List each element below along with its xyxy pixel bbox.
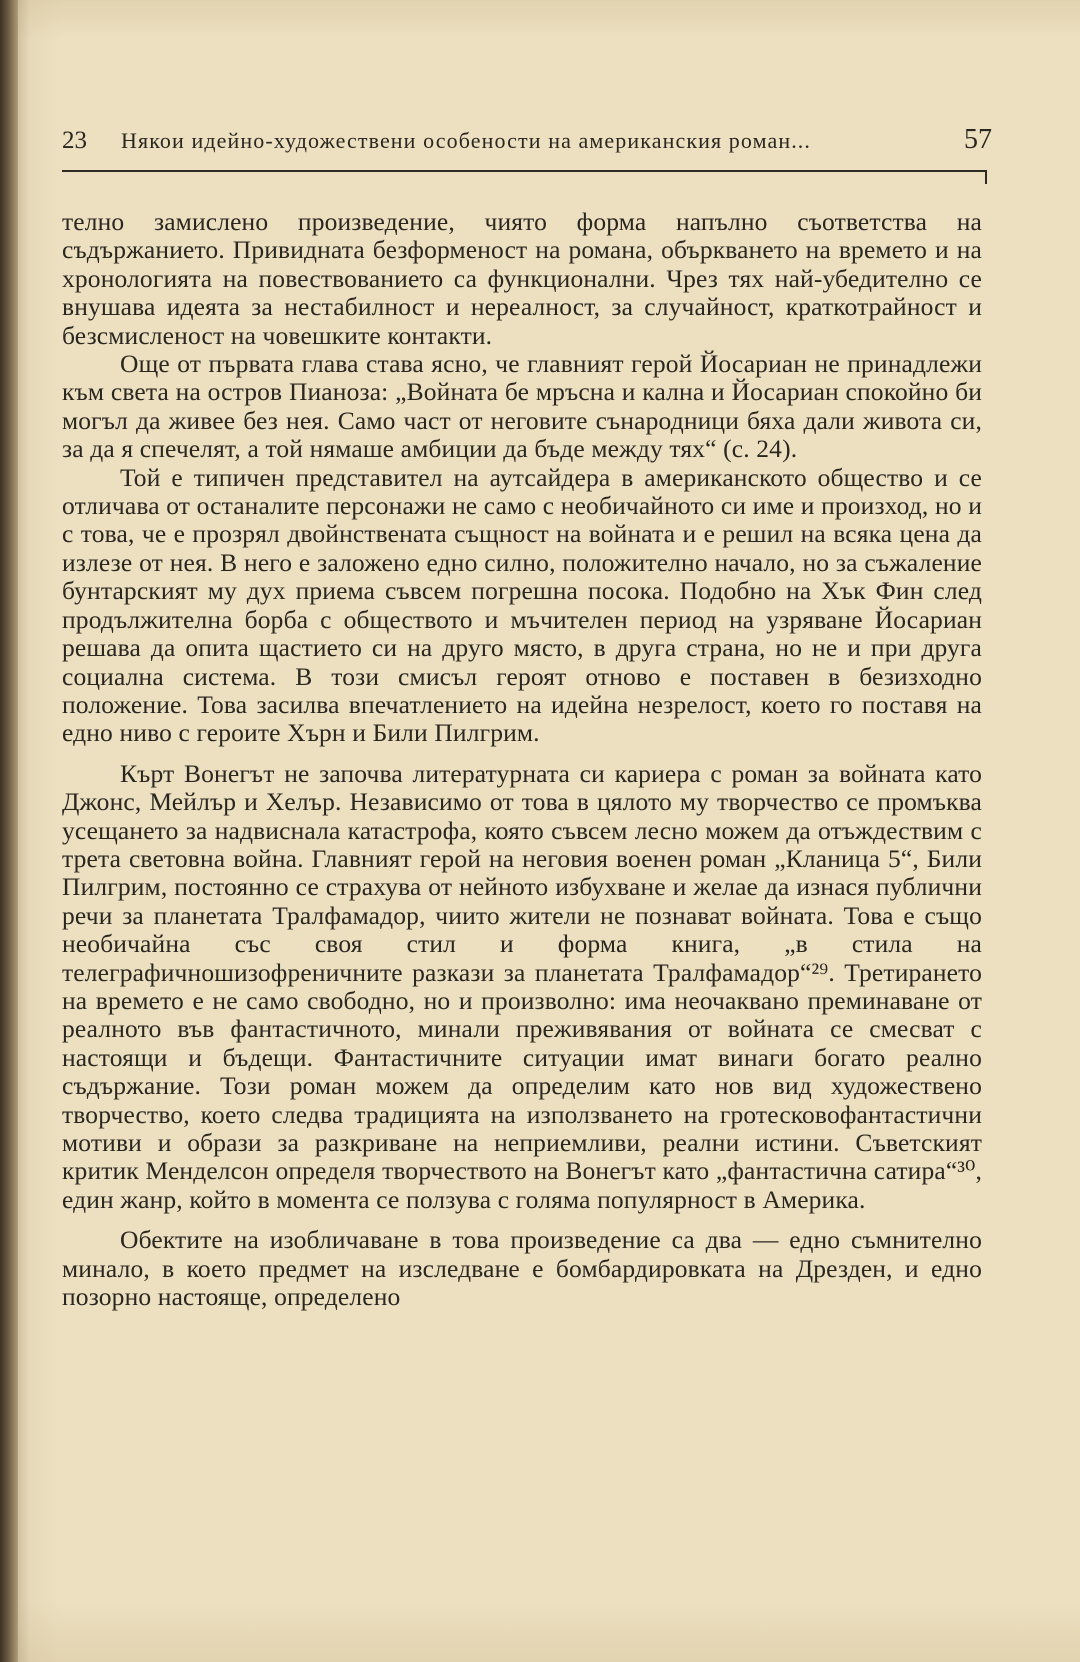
page-number: 57 [964, 124, 992, 155]
running-header [62, 124, 992, 164]
header-rule [62, 170, 986, 172]
paragraph-outsider: Той е типичен представител на аутсайдера в американското общество и се отличава от останалите персонажи не само с необичайното си име и произход, но и с това, че е прозрял двойнствената същност на войната и е решил на всяка цена да излезе от нея. В него е заложено едно силно, положително начало, но за съжаление бунтарският му дух приема съвсем погрешна посока. Подобно на Хък Фин след продължителна борба с обществото и мъчителен период на узряване Йосариан решава да опита щастието си на друго място, в друга страна, но не и при друга социална система. В този смисъл героят отново е поставен в безизходно положение. Това засилва впечатлението на идейна незрелост, което го поставя на едно ниво с героите Хърн и Били Пилгрим. [62, 462, 982, 748]
header-left-number: 23 [62, 127, 87, 154]
body-text [62, 208, 982, 1311]
book-binding-edge [0, 0, 18, 1662]
paragraph-yossarian-intro: Още от първата глава става ясно, че главният герой Йосариан не принадлежи към света на остров Пианоза: „Войната бе мръсна и кална и Йосариан спокойно би могъл да живее без нея. Само част от неговите сънародници бяха дали живота си, за да я спечелят, а той нямаше амбиции да бъде между тях“ (с. 24). [62, 349, 982, 464]
paragraph-objects: Обектите на изобличаване в това произведение са два — едно съмнително минало, в което предмет на изследване е бомбардировката на Дрезден, и едно позорно настояще, определено [62, 1225, 982, 1312]
running-title: Някои идейно-художествени особености на американския роман... [121, 128, 811, 153]
header-rule-tick [985, 170, 987, 184]
paragraph-vonnegut: Кърт Вонегът не започва литературната си кариера с роман за войната като Джонс, Мейлър и Хелър. Независимо от това в цялото му творчество се промъква усещането за надвиснала катастрофа, която съвсем лесно можем да отъждествим с трета световна война. Главният герой на неговия военен роман „Кланица 5“, Били Пилгрим, постоянно се страхува от нейното избухване и желае да изнася публични речи за планетата Тралфамадор, чиито жители не познават войната. Това е също необичайна със своя стил и форма книга, „в стила на телеграфичношизофреничните разкази за планетата Тралфамадор“²⁹. Третирането на времето е не само свободно, но и произволно: има неочаквано преминаване от реалното във фантастичното, минали преживявания от войната се смесват с настоящи и бъдещи. Фантастичните ситуации имат винаги богато реално съдържание. Този роман можем да определим като нов вид художествено творчество, което следва традицията на използването на гротесковофантастични мотиви и образи за разкриване на неприемливи, реални истини. Съветският критик Менделсон определя творчеството на Вонегът като „фантастична сатира“³⁰, един жанр, който в момента се ползува с голяма популярност в Америка. [62, 758, 982, 1214]
paragraph-continuation: телно замислено произведение, чиято форма напълно съответства на съдържанието. Привидната безформеност на романа, объркването на времето и на хронологията на повествованието са функционални. Чрез тях най-убедително се внушава идеята за нестабилност и нереалност, за случайност, краткотрайност и безсмисленост на човешките контакти. [62, 207, 982, 350]
